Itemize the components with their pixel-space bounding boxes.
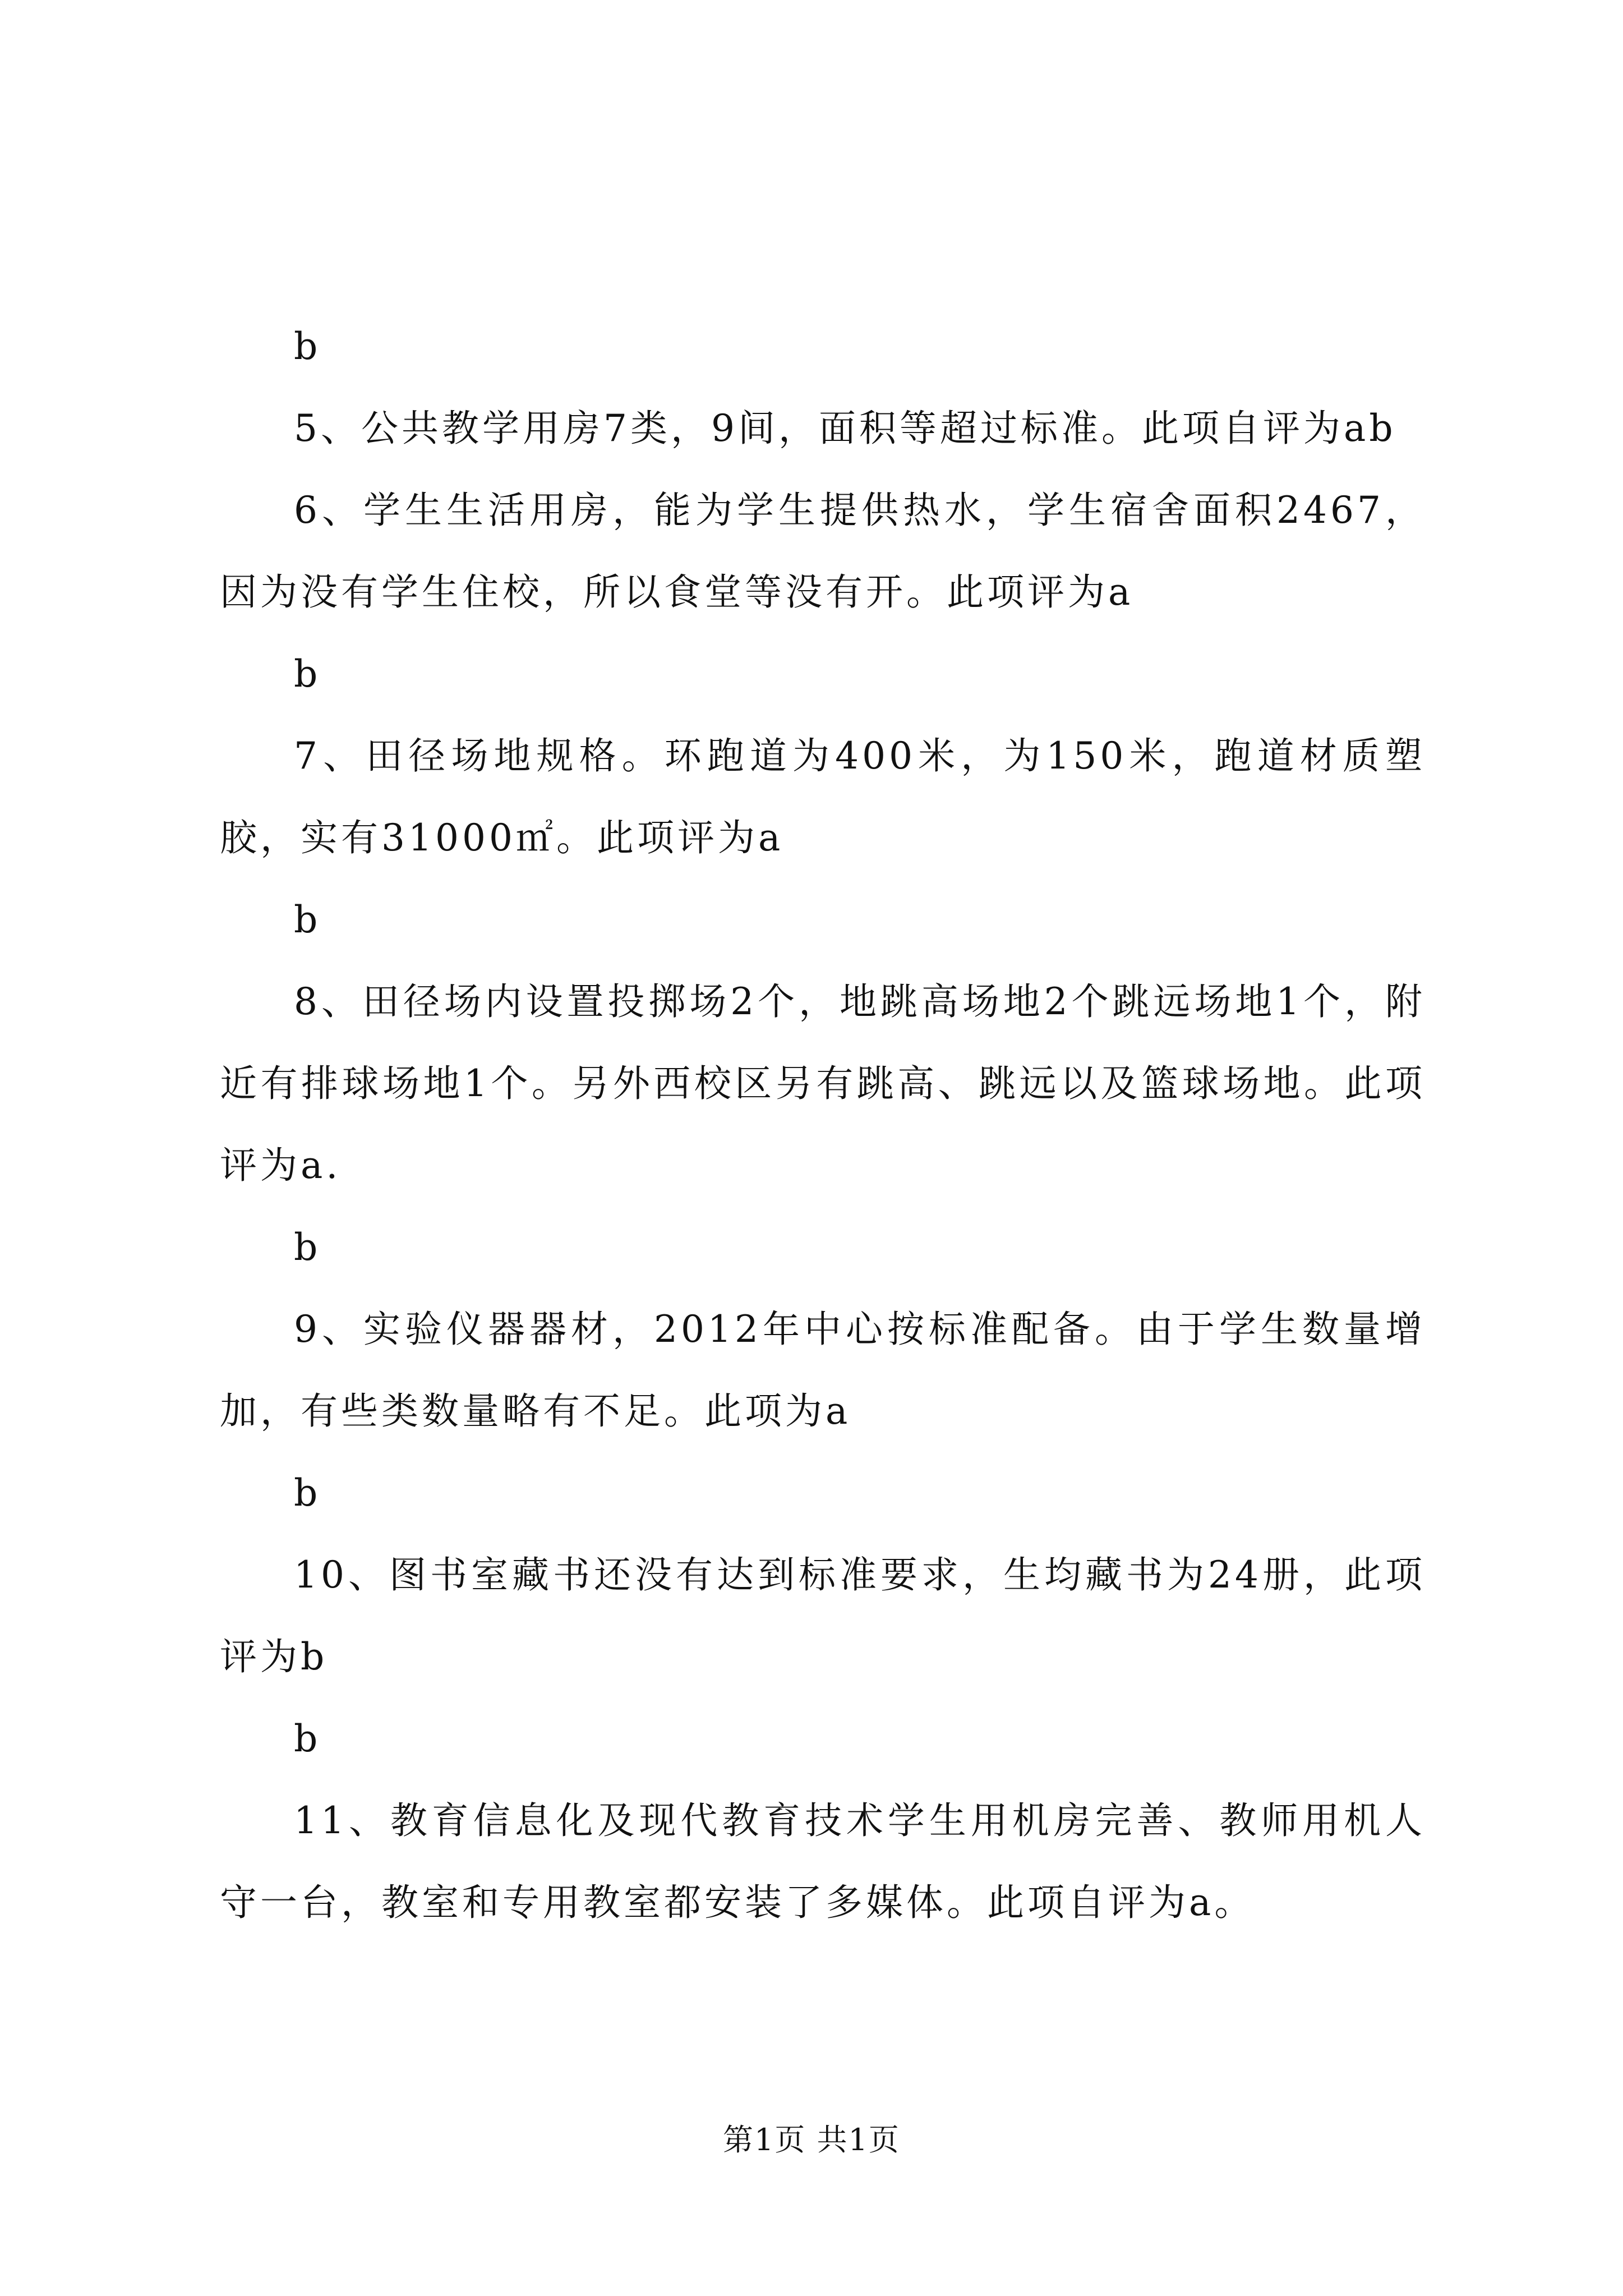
paragraph: 10、图书室藏书还没有达到标准要求，生均藏书为24册，此项评为b <box>220 1553 1426 1678</box>
paragraph: 9、实验仪器器材，2012年中心按标准配备。由于学生数量增加，有些类数量略有不足。此项为a <box>220 1308 1426 1433</box>
paragraph: b <box>294 1226 321 1269</box>
paragraph: 8、田径场内设置投掷场2个，地跳高场地2个跳远场地1个，附近有排球场地1个。另外西校区另有跳高、跳远以及篮球场地。此项评为a. <box>220 980 1426 1187</box>
paragraph: b <box>294 652 321 696</box>
page-footer: 第1页 共1页 <box>723 2122 900 2157</box>
paragraph: b <box>294 325 321 368</box>
paragraph: b <box>294 1471 321 1515</box>
paragraph: 6、学生生活用房，能为学生提供热水，学生宿舍面积2467，因为没有学生住校，所以食堂等没有开。此项评为a <box>220 489 1426 614</box>
paragraph: b <box>294 898 321 941</box>
paragraph: b <box>294 1717 321 1760</box>
paragraph: 11、教育信息化及现代教育技术学生用机房完善、教师用机人守一台，教室和专用教室都安装了多媒体。此项自评为a。 <box>220 1799 1426 1924</box>
paragraph: 7、田径场地规格。环跑道为400米，为150米，跑道材质塑胶，实有31000㎡。此项评为a <box>220 734 1426 859</box>
document-body <box>220 306 1426 1944</box>
paragraph: 5、公共教学用房7类，9间，面积等超过标准。此项自评为ab <box>294 407 1396 450</box>
